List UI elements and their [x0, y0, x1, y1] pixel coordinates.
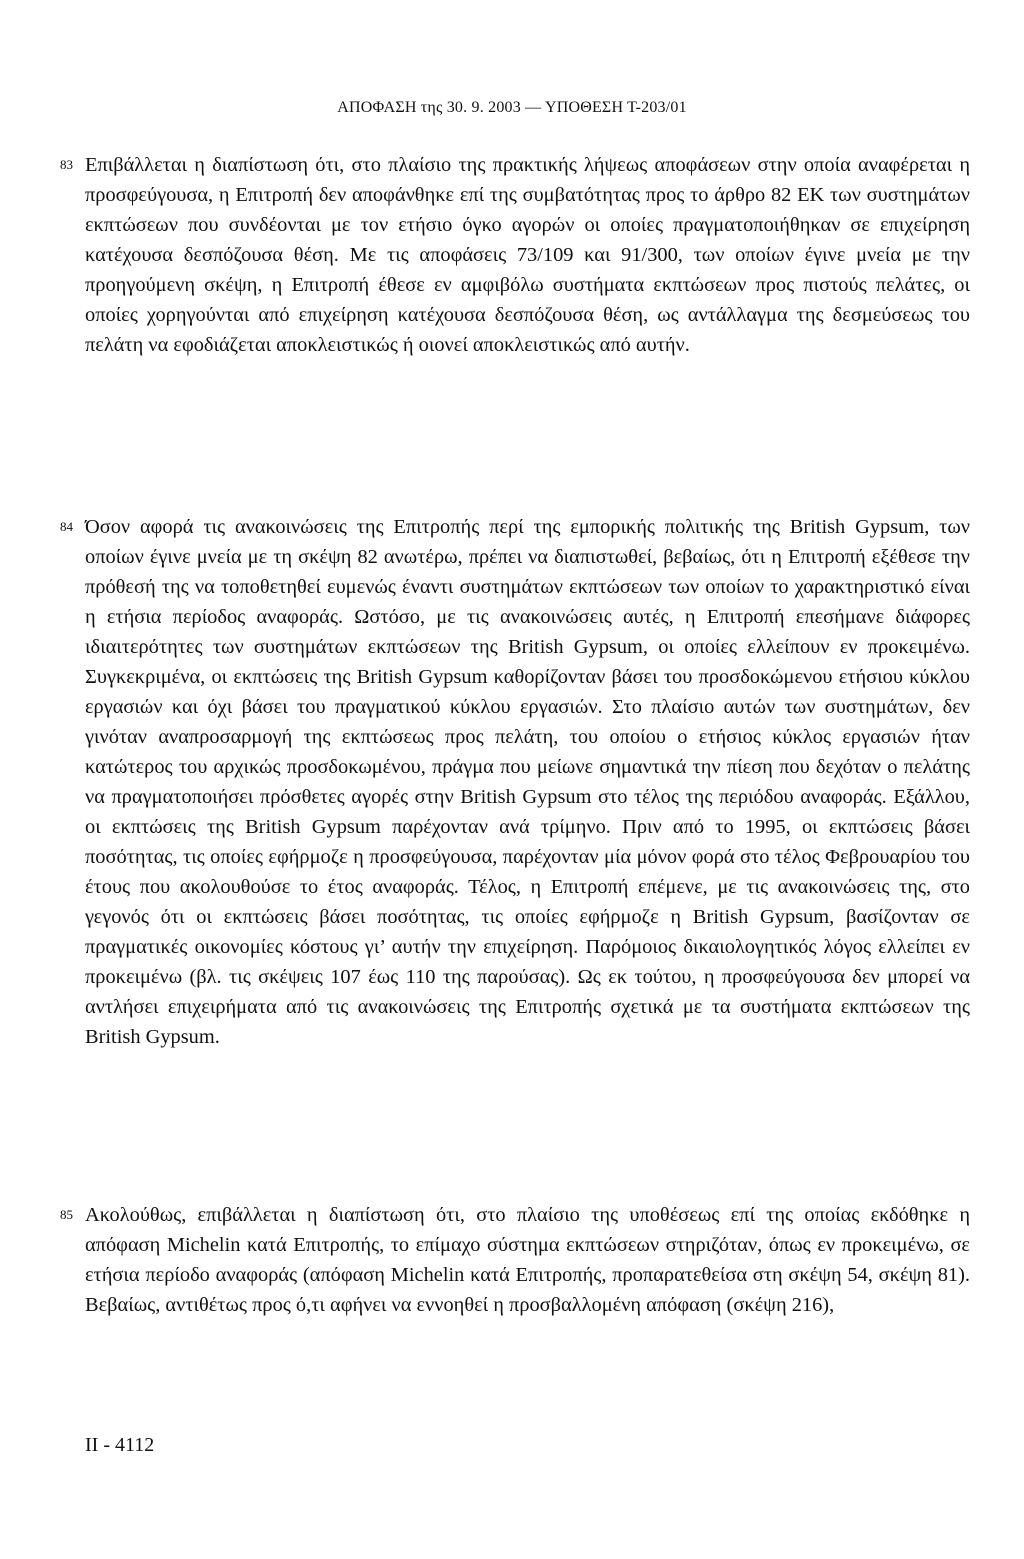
paragraph-84	[60, 512, 970, 1052]
paragraph-text: Όσον αφορά τις ανακοινώσεις της Επιτροπής περί της εμπορικής πολιτικής της British Gypsum, των οποίων έγινε μνεία με τη σκέψη 82 ανωτέρω, πρέπει να διαπιστωθεί, βεβαίως, ότι η Επιτροπή εξέθεσε την πρόθεσή της να τοποθετηθεί ευμενώς έναντι συστημάτων εκπτώσεων των οποίων το χαρακτηριστικό είναι η ετήσια περίοδος αναφοράς. Ωστόσο, με τις ανακοινώσεις αυτές, η Επιτροπή επεσήμανε διάφορες ιδιαιτερότητες των συστημάτων εκπτώσεων της British Gypsum, οι οποίες ελλείπουν εν προκειμένω. Συγκεκριμένα, οι εκπτώσεις της British Gypsum καθορίζονταν βάσει του προσδοκώμενου ετήσιου κύκλου εργασιών και όχι βάσει του πραγματικού κύκλου εργασιών. Στο πλαίσιο αυτών των συστημάτων, δεν γινόταν αναπροσαρμογή της εκπτώσεως προς πελάτη, του οποίου ο ετήσιος κύκλος εργασιών ήταν κατώτερος του αρχικώς προσδοκωμένου, πράγμα που μείωνε σημαντικά την πίεση που δεχόταν ο πελάτης να πραγματοποιήσει πρόσθετες αγορές στην British Gypsum στο τέλος της περιόδου αναφοράς. Εξάλλου, οι εκπτώσεις της British Gypsum παρέχονταν ανά τρίμηνο. Πριν από το 1995, οι εκπτώσεις βάσει ποσότητας, τις οποίες εφήρμοζε η προσφεύγουσα, παρέχονταν μία μόνον φορά στο τέλος Φεβρουαρίου του έτους που ακολουθούσε το έτος αναφοράς. Τέλος, η Επιτροπή επέμενε, με τις ανακοινώσεις της, στο γεγονός ότι οι εκπτώσεις βάσει ποσότητας, τις οποίες εφήρμοζε η British Gypsum, βασίζονταν σε πραγματικές οικονομίες κόστους γι’ αυτήν την επιχείρηση. Παρόμοιος δικαιολογητικός λόγος ελλείπει εν προκειμένω (βλ. τις σκέψεις 107 έως 110 της παρούσας). Ως εκ τούτου, η προσφεύγουσα δεν μπορεί να αντλήσει επιχειρήματα από τις ανακοινώσεις της Επιτροπής σχετικά με τα συστήματα εκπτώσεων της British Gypsum.	[85, 516, 970, 1048]
paragraph-text: Ακολούθως, επιβάλλεται η διαπίστωση ότι, στο πλαίσιο της υποθέσεως επί της οποίας εκδόθηκε η απόφαση Michelin κατά Επιτροπής, το επίμαχο σύστημα εκπτώσεων στηριζόταν, όπως εν προκειμένω, σε ετήσια περίοδο αναφοράς (απόφαση Michelin κατά Επιτροπής, προπαρατεθείσα στη σκέψη 54, σκέψη 81). Βεβαίως, αντιθέτως προς ό,τι αφήνει να εννοηθεί η προσβαλλομένη απόφαση (σκέψη 216),	[85, 1204, 970, 1316]
paragraph-83	[60, 150, 970, 360]
paragraph-number: 85	[60, 1207, 73, 1222]
paragraph-text: Επιβάλλεται η διαπίστωση ότι, στο πλαίσιο της πρακτικής λήψεως αποφάσεων στην οποία αναφέρεται η προσφεύγουσα, η Επιτροπή δεν αποφάνθηκε επί της συμβατότητας προς το άρθρο 82 ΕΚ των συστημάτων εκπτώσεων που συνδέονται με τον ετήσιο όγκο αγορών οι οποίες πραγματοποιήθηκαν σε επιχείρηση κατέχουσα δεσπόζουσα θέση. Με τις αποφάσεις 73/109 και 91/300, των οποίων έγινε μνεία με την προηγούμενη σκέψη, η Επιτροπή έθεσε εν αμφιβόλω συστήματα εκπτώσεων προς πιστούς πελάτες, οι οποίες χορηγούνται από επιχείρηση κατέχουσα δεσπόζουσα θέση, ως αντάλλαγμα της δεσμεύσεως του πελάτη να εφοδιάζεται αποκλειστικώς ή οιονεί αποκλειστικώς από αυτήν.	[85, 154, 970, 356]
paragraph-number: 84	[60, 519, 73, 534]
running-header: ΑΠΟΦΑΣΗ της 30. 9. 2003 — ΥΠΟΘΕΣΗ Τ-203/01	[337, 99, 687, 116]
page-number: II - 4112	[85, 1434, 155, 1456]
paragraph-number: 83	[60, 157, 73, 172]
paragraph-85	[60, 1200, 970, 1320]
